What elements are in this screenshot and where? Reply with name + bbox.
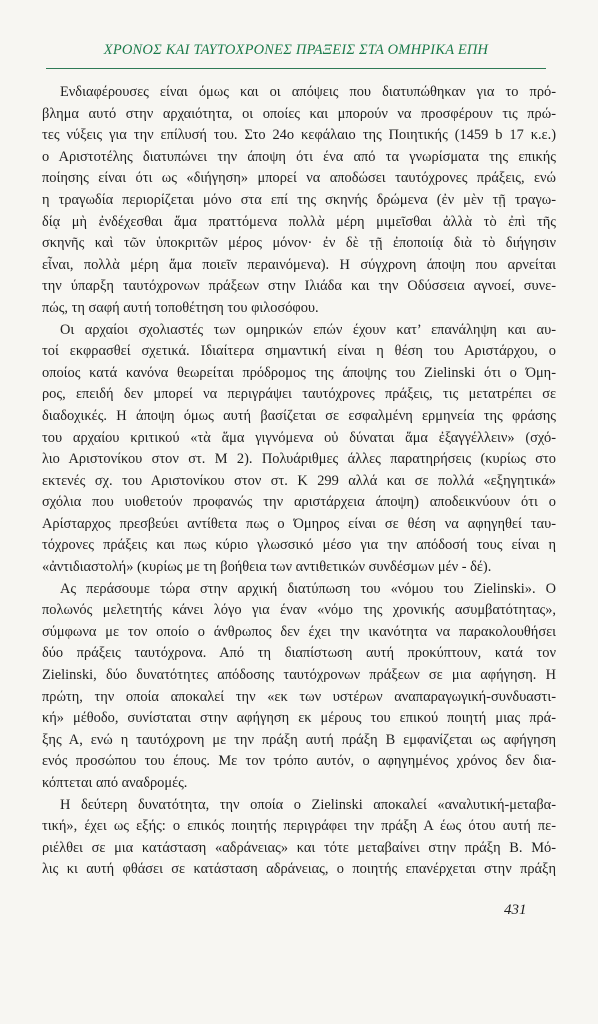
text-line: ρος, επειδή δεν μπορεί να περιγράψει ταυτόχρονες πράξεις, τις μετατρέπει σε	[42, 386, 556, 403]
text-line: τοί εκφρασθεί σχετικά. Ιδιαίτερα σημαντική είναι η θέση του Αριστάρχου, ο	[42, 343, 556, 360]
text-line: ξης Α, ενώ η ταυτόχρονη με την πράξη αυτή πράξη Β εμφανίζεται ως αφήγηση	[42, 731, 556, 748]
text-line: λιο Αριστονίκου στον στ. Μ 2). Πολυάριθμες άλλες παρατηρήσεις (κυρίως στο	[42, 451, 556, 468]
text-line: σχόλια που υιοθετούν προφανώς την αριστάρχεια άποψη) αποδεικνύουν ότι ο	[42, 494, 556, 511]
text-line: εκτενές σχ. του Αριστονίκου στον στ. Κ 299 αλλά και σε πολλά «εξηγητικά»	[42, 472, 556, 489]
text-line: οποίος κατά κανόνα θεωρείται πρόδρομος της άποψης του Zielinski ότι ο Όμη-	[42, 364, 556, 381]
text-line: σύμφωνα με τον οποίο ο άνθρωπος δεν έχει την ικανότητα να παρακολουθήσει	[42, 623, 556, 640]
text-line: την ύπαρξη ταυτόχρονων πράξεων στην Ιλιάδα και την Οδύσσεια αγνοεί, συνε-	[42, 278, 556, 295]
text-line: βλημα αυτό στην αρχαιότητα, οι οποίες και μπορούν να προσφέρουν τις πρώ-	[42, 105, 556, 122]
paragraph	[42, 82, 556, 320]
text-line: ποίησης είναι ότι ως «διήγηση» μπορεί να αποδώσει ταυτόχρονες πράξεις, ενώ	[42, 170, 556, 187]
text-line: τική», έχει ως εξής: ο επικός ποιητής περιγράφει την πράξη Α έως ότου αυτή πε-	[42, 818, 556, 835]
text-line: ριέλθει σε μια κατάσταση «αδράνειας» και τότε μεταβαίνει στην πράξη Β. Μό-	[42, 839, 556, 856]
text-line: Αρίσταρχος πρεσβεύει αντίθετα πως ο Όμηρος είναι σε θέση να αφηγηθεί ταυ-	[42, 515, 556, 532]
text-line: πρώτη, την οποία αποκαλεί την «εκ των υστέρων αναπαραγωγική-συνδυαστι-	[42, 688, 556, 705]
text-line: τόχρονες πράξεις και πως κύριο γλωσσικό μέσο για την απόδοσή τους είναι η	[42, 537, 556, 554]
text-line: Ενδιαφέρουσες είναι όμως και οι απόψεις που διατυπώθηκαν για το πρό-	[60, 84, 556, 100]
text-line: Ας περάσουμε τώρα στην αρχική διατύπωση του «νόμου του Zielinski». Ο	[60, 580, 556, 597]
paragraph	[42, 795, 556, 881]
text-line: πώς, τη σαφή αυτή τοποθέτηση του φιλοσόφου.	[42, 299, 319, 316]
paragraph	[42, 579, 556, 795]
text-line: τες νύξεις για την επίλυσή του. Στο 24ο κεφάλαιο της Ποιητικής (1459 b 17 κ.ε.)	[42, 127, 556, 144]
text-line: πολωνός μελετητής κάνει λόγο για έναν «νόμο της χρονικής ασυμβατότητας»,	[42, 602, 556, 619]
text-line: δίᾳ μὴ ἐνδέχεσθαι ἅμα πραττόμενα πολλὰ μέρη μιμεῖσθαι ἀλλὰ τὸ ἐπὶ τῆς	[42, 213, 556, 230]
text-line: κόπτεται από αναδρομές.	[42, 775, 188, 791]
text-line: του αρχαίου κριτικού «τὰ ἅμα γιγνόμενα οὐ δύναται ἅμα ἐξαγγέλλειν» (σχό-	[42, 429, 556, 446]
header-rule	[46, 68, 546, 69]
text-line: Zielinski, δύο δυνατότητες απόδοσης ταυτόχρονων πράξεων σε μια αφήγηση. Η	[42, 667, 556, 684]
text-line: σκηνῆς καὶ τῶν ὑποκριτῶν μέρος μόνον· ἐν δὲ τῇ ἐποποιίᾳ διὰ τὸ διήγησιν	[42, 235, 556, 252]
text-line: κή» μέθοδο, συνίσταται στην αφήγηση εκ μέρους του επικού ποιητή μιας πρά-	[42, 710, 556, 727]
body-text	[42, 82, 556, 881]
text-line: λις κι αυτή φθάσει σε κατάσταση αδράνειας, ο ποιητής επανέρχεται στην πράξη	[42, 861, 556, 878]
text-line: διαδοχικές. Η άποψη όμως αυτή βασίζεται σε εσφαλμένη ερμηνεία της φράσης	[42, 407, 556, 424]
page-number: 431	[504, 902, 527, 918]
text-line: εἶναι, πολλὰ μέρη ἅμα ποιεῖν περαινόμενα). Η σύγχρονη άποψη που αρνείται	[42, 256, 556, 273]
text-line: Η δεύτερη δυνατότητα, την οποία ο Zielinski αποκαλεί «αναλυτική-μεταβα-	[60, 796, 556, 813]
text-line: η τραγωδία περιορίζεται μόνο στα επί της σκηνής δρώμενα (ἐν μὲν τῇ τραγω-	[42, 191, 556, 208]
text-line: δύο πράξεις ταυτόχρονα. Από τη διαπίστωση αυτή προκύπτουν, κατά τον	[42, 645, 556, 662]
text-line: «ἀντιδιαστολή» (κυρίως με τη βοήθεια των αντιθετικών συνδέσμων μέν - δέ).	[42, 559, 492, 576]
text-line: ενός προσώπου του έπους. Με τον τρόπο αυτόν, ο αφηγημένος χρόνος δεν δια-	[42, 753, 556, 770]
running-head: ΧΡΟΝΟΣ ΚΑΙ ΤΑΥΤΟΧΡΟΝΕΣ ΠΡΑΞΕΙΣ ΣΤΑ ΟΜΗΡΙΚΑ ΕΠΗ	[103, 42, 489, 58]
text-line: Οι αρχαίοι σχολιαστές των ομηρικών επών έχουν κατ’ επανάληψη και αυ-	[60, 321, 556, 338]
paragraph	[42, 320, 556, 579]
text-line: ο Αριστοτέλης διατυπώνει την άποψη ότι ένα από τα γνωρίσματα της επικής	[42, 148, 556, 165]
